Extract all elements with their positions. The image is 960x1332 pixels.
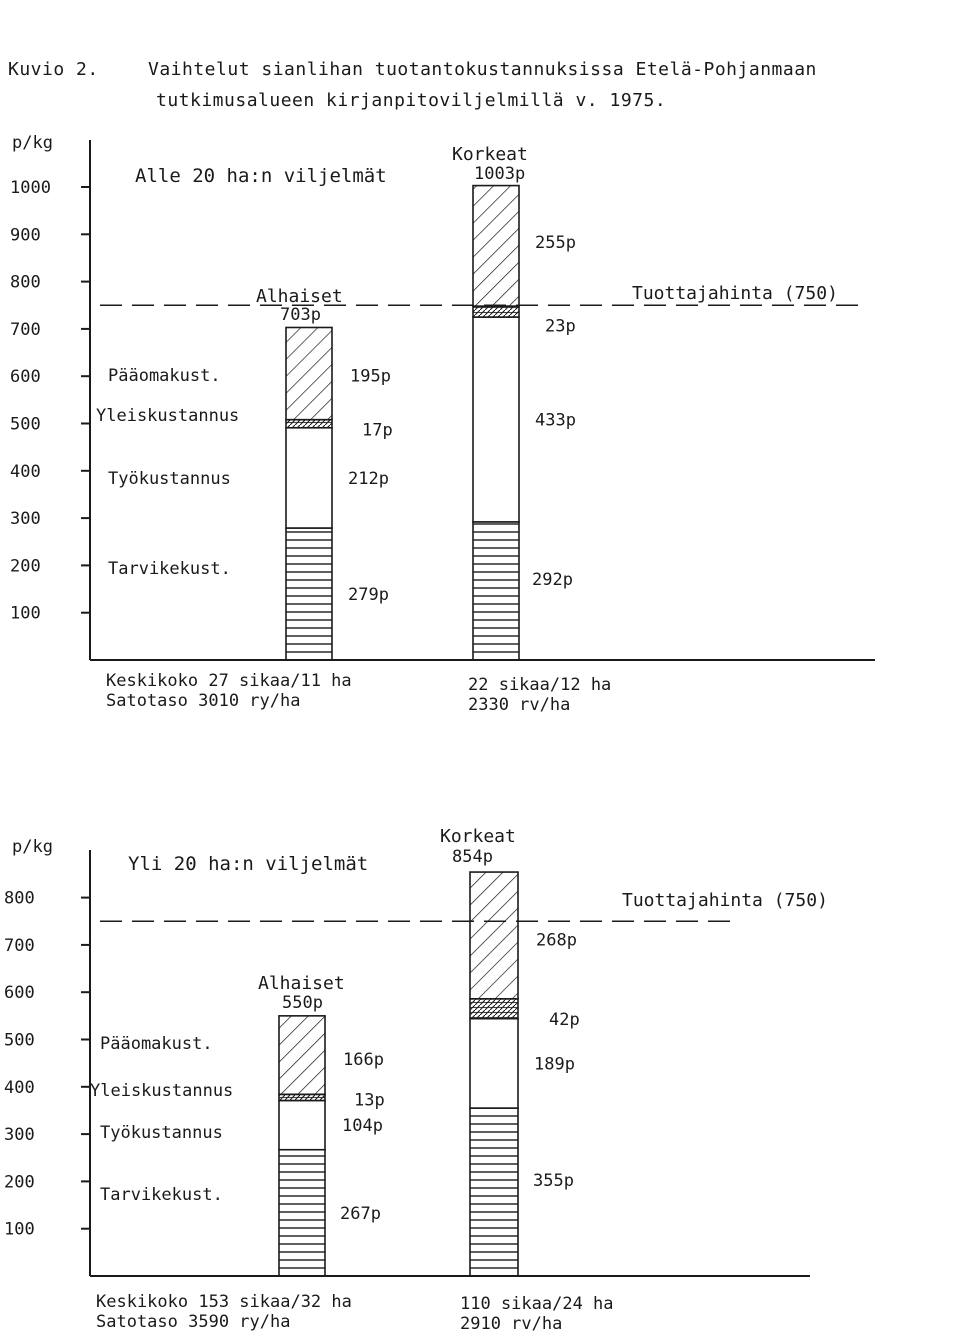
component-label: Yleiskustannus (90, 1081, 234, 1101)
bar-footnote-line1: Keskikoko 153 sikaa/32 ha (96, 1292, 352, 1312)
segment-value-label: 355p (533, 1171, 574, 1192)
bar-segment (279, 1150, 325, 1276)
bar-top-label: Alhaiset (258, 973, 345, 994)
component-label: Yleiskustannus (96, 406, 240, 426)
bar-top-label: Alhaiset (256, 286, 343, 307)
bar-segment (470, 999, 518, 1019)
bar-segment (470, 1108, 518, 1276)
y-tick-label: 100 (4, 1219, 35, 1240)
segment-value-label: 42p (549, 1009, 580, 1030)
y-tick-label: 400 (10, 461, 41, 482)
bar-top-label: Korkeat (452, 144, 528, 165)
y-tick-label: 800 (10, 272, 41, 293)
bar-segment (470, 1019, 518, 1108)
segment-value-label: 13p (354, 1090, 385, 1111)
y-tick-label: 500 (4, 1030, 35, 1051)
chart-title: Yli 20 ha:n viljelmät (128, 853, 369, 875)
segment-value-label: 268p (536, 930, 577, 951)
bar-footnote-line2: 2910 rv/ha (460, 1314, 563, 1332)
figure-title-line1: Vaihtelut sianlihan tuotantokustannuksissa Etelä-Pohjanmaan (148, 59, 817, 80)
segment-value-label: 104p (342, 1116, 383, 1137)
bar-segment (473, 306, 519, 317)
bar-total-label: 854p (452, 847, 493, 867)
y-tick-label: 200 (4, 1172, 35, 1193)
segment-value-label: 279p (348, 585, 389, 606)
bar-segment (279, 1094, 325, 1100)
bar-total-label: 550p (282, 993, 323, 1013)
bar-footnote-line2: Satotaso 3010 ry/ha (106, 691, 301, 711)
component-label: Tarvikekust. (100, 1185, 223, 1205)
figure-label: Kuvio 2. (8, 59, 99, 80)
reference-line-label: Tuottajahinta (750) (622, 890, 828, 911)
component-label: Työkustannus (100, 1123, 223, 1143)
bar-segment (286, 528, 332, 660)
y-tick-label: 1000 (10, 178, 51, 198)
y-axis-label: p/kg (12, 133, 53, 153)
bar-footnote-line2: 2330 rv/ha (468, 695, 571, 715)
reference-line-label: Tuottajahinta (750) (632, 283, 838, 304)
bar-segment (470, 872, 518, 999)
y-tick-label: 300 (10, 509, 41, 530)
bar-footnote-line1: Keskikoko 27 sikaa/11 ha (106, 671, 352, 691)
segment-value-label: 17p (362, 420, 393, 441)
bar-segment (286, 327, 332, 419)
y-tick-label: 400 (4, 1077, 35, 1098)
component-label: Työkustannus (108, 469, 231, 489)
y-tick-label: 300 (4, 1125, 35, 1146)
bar-segment (279, 1016, 325, 1095)
segment-value-label: 292p (532, 569, 573, 590)
figure-title-line2: tutkimusalueen kirjanpitoviljelmillä v. 1975. (156, 90, 667, 111)
segment-value-label: 267p (340, 1203, 381, 1224)
bar-footnote-line1: 22 sikaa/12 ha (468, 675, 612, 695)
bar-total-label: 703p (280, 305, 321, 325)
bar-segment (473, 522, 519, 660)
y-tick-label: 500 (10, 414, 41, 435)
bar-footnote-line2: Satotaso 3590 ry/ha (96, 1312, 291, 1332)
segment-value-label: 195p (350, 366, 391, 387)
bar-footnote-line1: 110 sikaa/24 ha (460, 1294, 614, 1314)
bar-segment (473, 186, 519, 307)
y-tick-label: 700 (10, 319, 41, 340)
y-axis-label: p/kg (12, 837, 53, 857)
component-label: Pääomakust. (100, 1034, 213, 1054)
y-tick-label: 600 (10, 367, 41, 388)
segment-value-label: 23p (545, 316, 576, 337)
bar-segment (286, 428, 332, 528)
y-tick-label: 600 (4, 983, 35, 1004)
y-tick-label: 800 (4, 888, 35, 909)
y-tick-label: 900 (10, 225, 41, 246)
chart-title: Alle 20 ha:n viljelmät (135, 165, 387, 187)
component-label: Pääomakust. (108, 366, 221, 386)
segment-value-label: 189p (534, 1054, 575, 1075)
bar-segment (279, 1101, 325, 1150)
bar-total-label: 1003p (474, 164, 526, 184)
y-tick-label: 100 (10, 603, 41, 624)
bar-segment (286, 420, 332, 428)
segment-value-label: 433p (535, 410, 576, 431)
bar-segment (473, 317, 519, 522)
bar-top-label: Korkeat (440, 826, 516, 847)
component-label: Tarvikekust. (108, 559, 231, 579)
segment-value-label: 255p (535, 232, 576, 253)
segment-value-label: 166p (343, 1050, 384, 1071)
y-tick-label: 200 (10, 556, 41, 577)
segment-value-label: 212p (348, 468, 389, 489)
y-tick-label: 700 (4, 935, 35, 956)
